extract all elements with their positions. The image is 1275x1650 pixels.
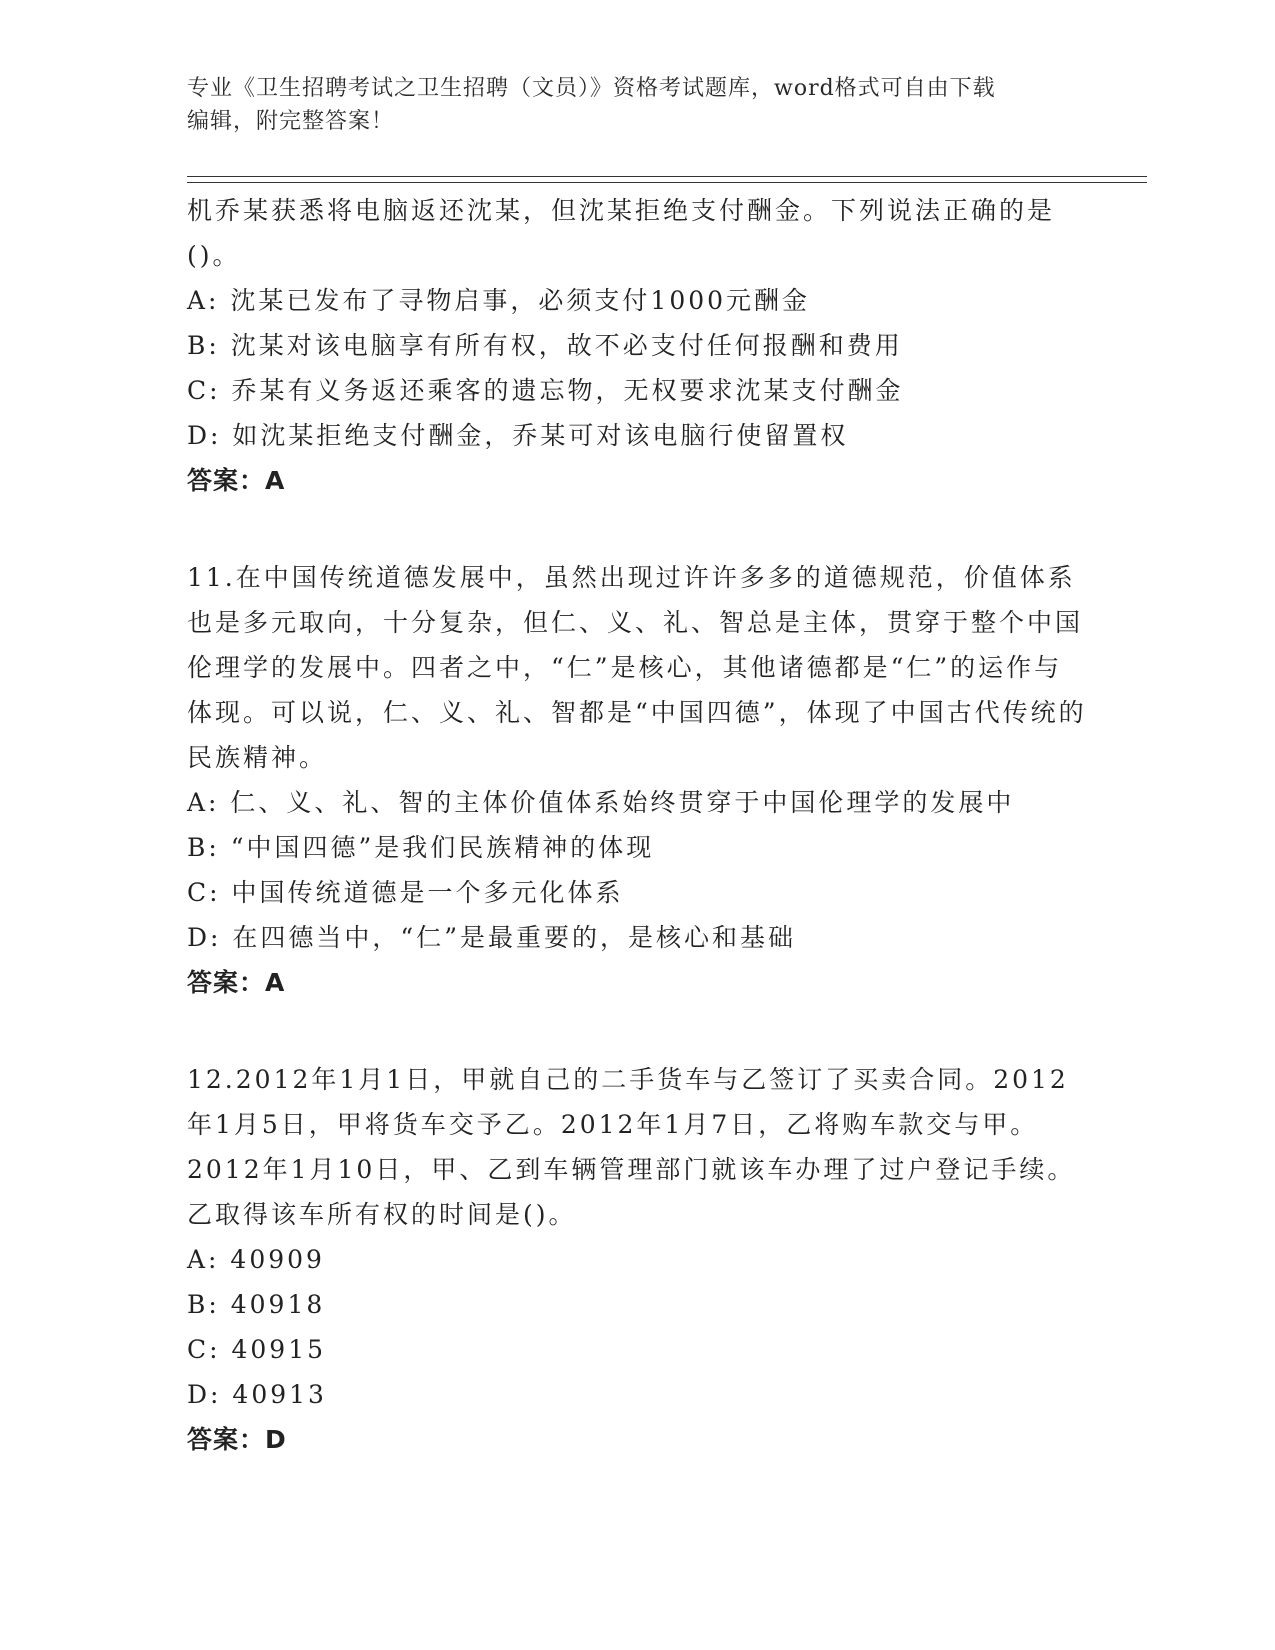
question-stem: 机乔某获悉将电脑返还沈某，但沈某拒绝支付酬金。下列说法正确的是()。 bbox=[187, 196, 1056, 270]
option-c: C: 40915 bbox=[187, 1335, 327, 1364]
answer-label: 答案：A bbox=[187, 968, 286, 997]
question-stem: 12.2012年1月1日，甲就自己的二手货车与乙签订了买卖合同。2012年1月5日，甲将货车交予乙。2012年1月7日，乙将购车款交与甲。2012年1月10日，甲、乙到车辆管理部门就该车办理了过户登记手续。乙取得该车所有权的时间是()。 bbox=[187, 1065, 1076, 1229]
option-c: C: 乔某有义务返还乘客的遗忘物，无权要求沈某支付酬金 bbox=[187, 376, 904, 405]
question-block bbox=[187, 555, 1087, 1005]
option-d: D: 如沈某拒绝支付酬金，乔某可对该电脑行使留置权 bbox=[187, 421, 849, 450]
option-b: B: “中国四德”是我们民族精神的体现 bbox=[187, 833, 655, 862]
answer-label: 答案：A bbox=[187, 466, 286, 495]
option-b: B: 沈某对该电脑享有所有权，故不必支付任何报酬和费用 bbox=[187, 331, 903, 360]
page-header bbox=[187, 72, 1087, 138]
header-line-2: 编辑，附完整答案！ bbox=[187, 109, 395, 134]
question-block bbox=[187, 188, 1087, 503]
option-a: A: 40909 bbox=[187, 1245, 325, 1274]
option-a: A: 沈某已发布了寻物启事，必须支付1000元酬金 bbox=[187, 286, 811, 315]
header-line-1: 专业《卫生招聘考试之卫生招聘（文员）》资格考试题库，word格式可自由下载 bbox=[187, 76, 996, 101]
option-b: B: 40918 bbox=[187, 1290, 326, 1319]
option-a: A: 仁、义、礼、智的主体价值体系始终贯穿于中国伦理学的发展中 bbox=[187, 788, 1015, 817]
answer-label: 答案：D bbox=[187, 1425, 287, 1454]
option-d: D: 40913 bbox=[187, 1380, 327, 1409]
question-block bbox=[187, 1057, 1087, 1462]
option-d: D: 在四德当中，“仁”是最重要的，是核心和基础 bbox=[187, 923, 796, 952]
option-c: C: 中国传统道德是一个多元化体系 bbox=[187, 878, 624, 907]
header-divider bbox=[187, 176, 1147, 183]
question-stem: 11.在中国传统道德发展中，虽然出现过许许多多的道德规范，价值体系也是多元取向，十分复杂，但仁、义、礼、智总是主体，贯穿于整个中国伦理学的发展中。四者之中，“仁”是核心，其他诸德都是“仁”的运作与体现。可以说，仁、义、礼、智都是“中国四德”，体现了中国古代传统的民族精神。 bbox=[187, 563, 1087, 772]
question-list bbox=[187, 188, 1087, 1462]
